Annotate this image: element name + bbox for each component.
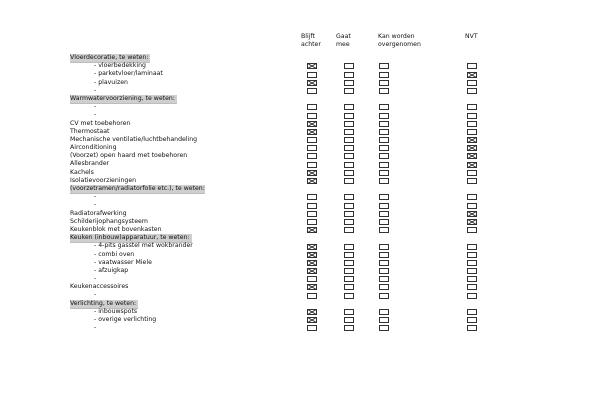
row-label: - vloerbedekking — [94, 62, 146, 70]
checkbox-unchecked[interactable] — [467, 260, 477, 266]
checkbox-unchecked[interactable] — [344, 194, 354, 200]
checkbox-unchecked[interactable] — [467, 203, 477, 209]
checkbox-checked[interactable] — [307, 252, 317, 258]
header-line: overgenomen — [378, 40, 421, 48]
row-label: (Voorzet) open haard met toebehoren — [70, 152, 188, 160]
row-label: - combi oven — [94, 250, 135, 258]
checkbox-unchecked[interactable] — [379, 153, 389, 159]
checkbox-unchecked[interactable] — [467, 121, 477, 127]
header-line: Kan worden — [378, 33, 415, 40]
checkbox-unchecked[interactable] — [379, 104, 389, 110]
checkbox-unchecked[interactable] — [379, 244, 389, 250]
checkbox-unchecked[interactable] — [307, 72, 317, 78]
checklist-row — [70, 308, 510, 316]
checklist-row — [70, 300, 510, 308]
checkbox-unchecked[interactable] — [467, 309, 477, 315]
checkbox-unchecked[interactable] — [344, 317, 354, 323]
checkbox-unchecked[interactable] — [379, 276, 389, 282]
checklist — [70, 54, 510, 332]
checklist-row — [70, 324, 510, 332]
row-label: Keuken (inbouw)apparatuur, te weten: — [70, 234, 192, 243]
checkbox-checked[interactable] — [307, 260, 317, 266]
row-label: Radiatorafwerking — [70, 209, 127, 217]
checkbox-unchecked[interactable] — [344, 325, 354, 331]
checkbox-unchecked[interactable] — [467, 325, 477, 331]
checkbox-unchecked[interactable] — [467, 129, 477, 135]
row-label: - — [94, 86, 97, 94]
checkbox-unchecked[interactable] — [467, 227, 477, 233]
checkbox-unchecked[interactable] — [467, 63, 477, 69]
checkbox-unchecked[interactable] — [344, 72, 354, 78]
checkbox-unchecked[interactable] — [344, 153, 354, 159]
checklist-row — [70, 218, 510, 226]
checklist-row — [70, 62, 510, 70]
checkbox-checked[interactable] — [467, 137, 477, 143]
checkbox-checked[interactable] — [467, 72, 477, 78]
checkbox-unchecked[interactable] — [344, 145, 354, 151]
row-label: (voorzetramen/radiatorfolie etc.), te weten: — [70, 185, 205, 194]
header-line: achter — [301, 40, 321, 48]
header-line: Gaat — [336, 33, 351, 40]
checkbox-checked[interactable] — [307, 178, 317, 184]
row-label: - plavuizen — [94, 78, 128, 86]
checkbox-unchecked[interactable] — [379, 317, 389, 323]
checklist-row — [70, 120, 510, 128]
checklist-row — [70, 234, 510, 242]
checkbox-checked[interactable] — [307, 121, 317, 127]
row-label: Keukenblok met bovenkasten — [70, 225, 162, 233]
checkbox-unchecked[interactable] — [344, 309, 354, 315]
column-header-blijft-achter — [301, 33, 321, 48]
checkbox-unchecked[interactable] — [379, 219, 389, 225]
checkbox-checked[interactable] — [307, 317, 317, 323]
checkbox-unchecked[interactable] — [467, 244, 477, 250]
checkbox-checked[interactable] — [307, 63, 317, 69]
checkbox-unchecked[interactable] — [379, 194, 389, 200]
checkbox-unchecked[interactable] — [307, 219, 317, 225]
checkbox-unchecked[interactable] — [344, 162, 354, 168]
checklist-row — [70, 242, 510, 250]
checkbox-unchecked[interactable] — [344, 80, 354, 86]
checkbox-checked[interactable] — [467, 219, 477, 225]
checklist-row — [70, 193, 510, 201]
row-label: - afzuigkap — [94, 266, 129, 274]
checkbox-unchecked[interactable] — [307, 145, 317, 151]
checkbox-unchecked[interactable] — [379, 325, 389, 331]
checkbox-unchecked[interactable] — [344, 104, 354, 110]
checkbox-unchecked[interactable] — [307, 104, 317, 110]
checklist-row — [70, 87, 510, 95]
checkbox-checked[interactable] — [307, 227, 317, 233]
header-line: NVT — [465, 33, 478, 40]
checkbox-unchecked[interactable] — [344, 170, 354, 176]
checkbox-unchecked[interactable] — [379, 170, 389, 176]
checklist-row — [70, 79, 510, 87]
checkbox-unchecked[interactable] — [379, 211, 389, 217]
checkbox-unchecked[interactable] — [307, 137, 317, 143]
checkbox-unchecked[interactable] — [379, 63, 389, 69]
checkbox-checked[interactable] — [467, 153, 477, 159]
checkbox-unchecked[interactable] — [467, 284, 477, 290]
checkbox-unchecked[interactable] — [379, 80, 389, 86]
checkbox-unchecked[interactable] — [379, 252, 389, 258]
checkbox-unchecked[interactable] — [344, 137, 354, 143]
row-label: - inbouwspots — [94, 307, 138, 315]
checkbox-checked[interactable] — [307, 80, 317, 86]
row-label: CV met toebehoren — [70, 119, 131, 127]
checklist-row — [70, 201, 510, 209]
row-label: - parketvloer/laminaat — [94, 70, 163, 78]
checkbox-unchecked[interactable] — [344, 227, 354, 233]
checkbox-unchecked[interactable] — [467, 252, 477, 258]
row-label: Keukenaccessoires — [70, 283, 129, 291]
checkbox-unchecked[interactable] — [344, 129, 354, 135]
checkbox-checked[interactable] — [307, 268, 317, 274]
checkbox-checked[interactable] — [467, 145, 477, 151]
checkbox-unchecked[interactable] — [467, 113, 477, 119]
checkbox-unchecked[interactable] — [379, 178, 389, 184]
checkbox-unchecked[interactable] — [307, 203, 317, 209]
checkbox-unchecked[interactable] — [379, 203, 389, 209]
checklist-row — [70, 259, 510, 267]
checklist-row — [70, 103, 510, 111]
checkbox-unchecked[interactable] — [307, 194, 317, 200]
checklist-row — [70, 185, 510, 193]
column-header-kan-worden-overgenomen — [378, 33, 421, 48]
row-label: - — [94, 324, 97, 332]
row-label: Schilderijophangsysteem — [70, 217, 148, 225]
checklist-row — [70, 251, 510, 259]
checklist-row — [70, 136, 510, 144]
checkbox-unchecked[interactable] — [467, 88, 477, 94]
checklist-row — [70, 291, 510, 299]
checklist-row — [70, 144, 510, 152]
checklist-row — [70, 128, 510, 136]
checkbox-unchecked[interactable] — [379, 260, 389, 266]
checkbox-unchecked[interactable] — [467, 268, 477, 274]
checkbox-unchecked[interactable] — [344, 63, 354, 69]
checkbox-unchecked[interactable] — [344, 178, 354, 184]
checkbox-checked[interactable] — [467, 162, 477, 168]
checkbox-unchecked[interactable] — [344, 88, 354, 94]
checkbox-unchecked[interactable] — [379, 162, 389, 168]
checkbox-unchecked[interactable] — [307, 162, 317, 168]
row-label: Isolatievoorzieningen — [70, 176, 137, 184]
row-label: - — [94, 201, 97, 209]
checkbox-unchecked[interactable] — [379, 88, 389, 94]
checkbox-unchecked[interactable] — [344, 211, 354, 217]
column-header-gaat-mee — [336, 33, 351, 48]
checkbox-unchecked[interactable] — [379, 309, 389, 315]
column-header-nvt — [465, 33, 478, 41]
checkbox-unchecked[interactable] — [307, 293, 317, 299]
checkbox-checked[interactable] — [307, 129, 317, 135]
row-label: - — [94, 291, 97, 299]
checkbox-unchecked[interactable] — [379, 268, 389, 274]
checkbox-unchecked[interactable] — [467, 170, 477, 176]
row-label: Kachels — [70, 168, 94, 176]
checkbox-unchecked[interactable] — [379, 113, 389, 119]
checkbox-checked[interactable] — [307, 170, 317, 176]
checkbox-unchecked[interactable] — [307, 153, 317, 159]
checkbox-unchecked[interactable] — [344, 293, 354, 299]
checkbox-unchecked[interactable] — [467, 317, 477, 323]
checkbox-unchecked[interactable] — [379, 137, 389, 143]
checkbox-checked[interactable] — [307, 284, 317, 290]
checkbox-unchecked[interactable] — [307, 325, 317, 331]
checklist-row — [70, 267, 510, 275]
checkbox-unchecked[interactable] — [379, 129, 389, 135]
row-label: - vaatwasser Miele — [94, 258, 152, 266]
checklist-row — [70, 160, 510, 168]
checkbox-unchecked[interactable] — [379, 284, 389, 290]
checkbox-checked[interactable] — [467, 211, 477, 217]
checkbox-unchecked[interactable] — [467, 293, 477, 299]
row-label: Verlichting, te weten: — [70, 300, 138, 309]
checkbox-unchecked[interactable] — [344, 219, 354, 225]
checkbox-unchecked[interactable] — [307, 211, 317, 217]
row-label: Allesbrander — [70, 160, 110, 168]
checklist-row — [70, 283, 510, 291]
checklist-row — [70, 169, 510, 177]
row-label: - — [94, 275, 97, 283]
checklist-row — [70, 316, 510, 324]
checkbox-unchecked[interactable] — [344, 121, 354, 127]
checkbox-unchecked[interactable] — [467, 104, 477, 110]
checkbox-unchecked[interactable] — [307, 276, 317, 282]
checklist-row — [70, 226, 510, 234]
checklist-row — [70, 70, 510, 78]
checkbox-unchecked[interactable] — [379, 227, 389, 233]
checkbox-unchecked[interactable] — [344, 276, 354, 282]
checklist-row — [70, 177, 510, 185]
checkbox-checked[interactable] — [307, 309, 317, 315]
checkbox-unchecked[interactable] — [307, 113, 317, 119]
header-line: mee — [336, 40, 350, 48]
checkbox-unchecked[interactable] — [467, 178, 477, 184]
checkbox-unchecked[interactable] — [344, 268, 354, 274]
checkbox-unchecked[interactable] — [344, 284, 354, 290]
row-label: Vloerdecoratie, te weten: — [70, 54, 150, 63]
checkbox-unchecked[interactable] — [344, 252, 354, 258]
row-label: - — [94, 111, 97, 119]
header-line: Blijft — [301, 33, 315, 40]
checkbox-unchecked[interactable] — [467, 80, 477, 86]
checklist-row — [70, 210, 510, 218]
row-label: - — [94, 193, 97, 201]
row-label: - — [94, 103, 97, 111]
checkbox-unchecked[interactable] — [467, 194, 477, 200]
checkbox-unchecked[interactable] — [344, 244, 354, 250]
checkbox-unchecked[interactable] — [379, 72, 389, 78]
checkbox-unchecked[interactable] — [344, 260, 354, 266]
checkbox-checked[interactable] — [307, 244, 317, 250]
checklist-row — [70, 54, 510, 62]
checklist-row — [70, 152, 510, 160]
row-label: - 4-pits gasstel met wokbrander — [94, 242, 193, 250]
row-label: Thermostaat — [70, 127, 110, 135]
checkbox-unchecked[interactable] — [307, 88, 317, 94]
checkbox-unchecked[interactable] — [379, 145, 389, 151]
checkbox-unchecked[interactable] — [467, 276, 477, 282]
row-label: Warmwatervoorziening, te weten: — [70, 95, 177, 104]
checklist-row — [70, 275, 510, 283]
checkbox-unchecked[interactable] — [379, 293, 389, 299]
row-label: Mechanische ventilatie/luchtbehandeling — [70, 135, 198, 143]
checkbox-unchecked[interactable] — [344, 203, 354, 209]
row-label: Airconditioning — [70, 144, 117, 152]
row-label: - overige verlichting — [94, 316, 157, 323]
checklist-row — [70, 111, 510, 119]
checkbox-unchecked[interactable] — [379, 121, 389, 127]
checklist-row — [70, 95, 510, 103]
checkbox-unchecked[interactable] — [344, 113, 354, 119]
